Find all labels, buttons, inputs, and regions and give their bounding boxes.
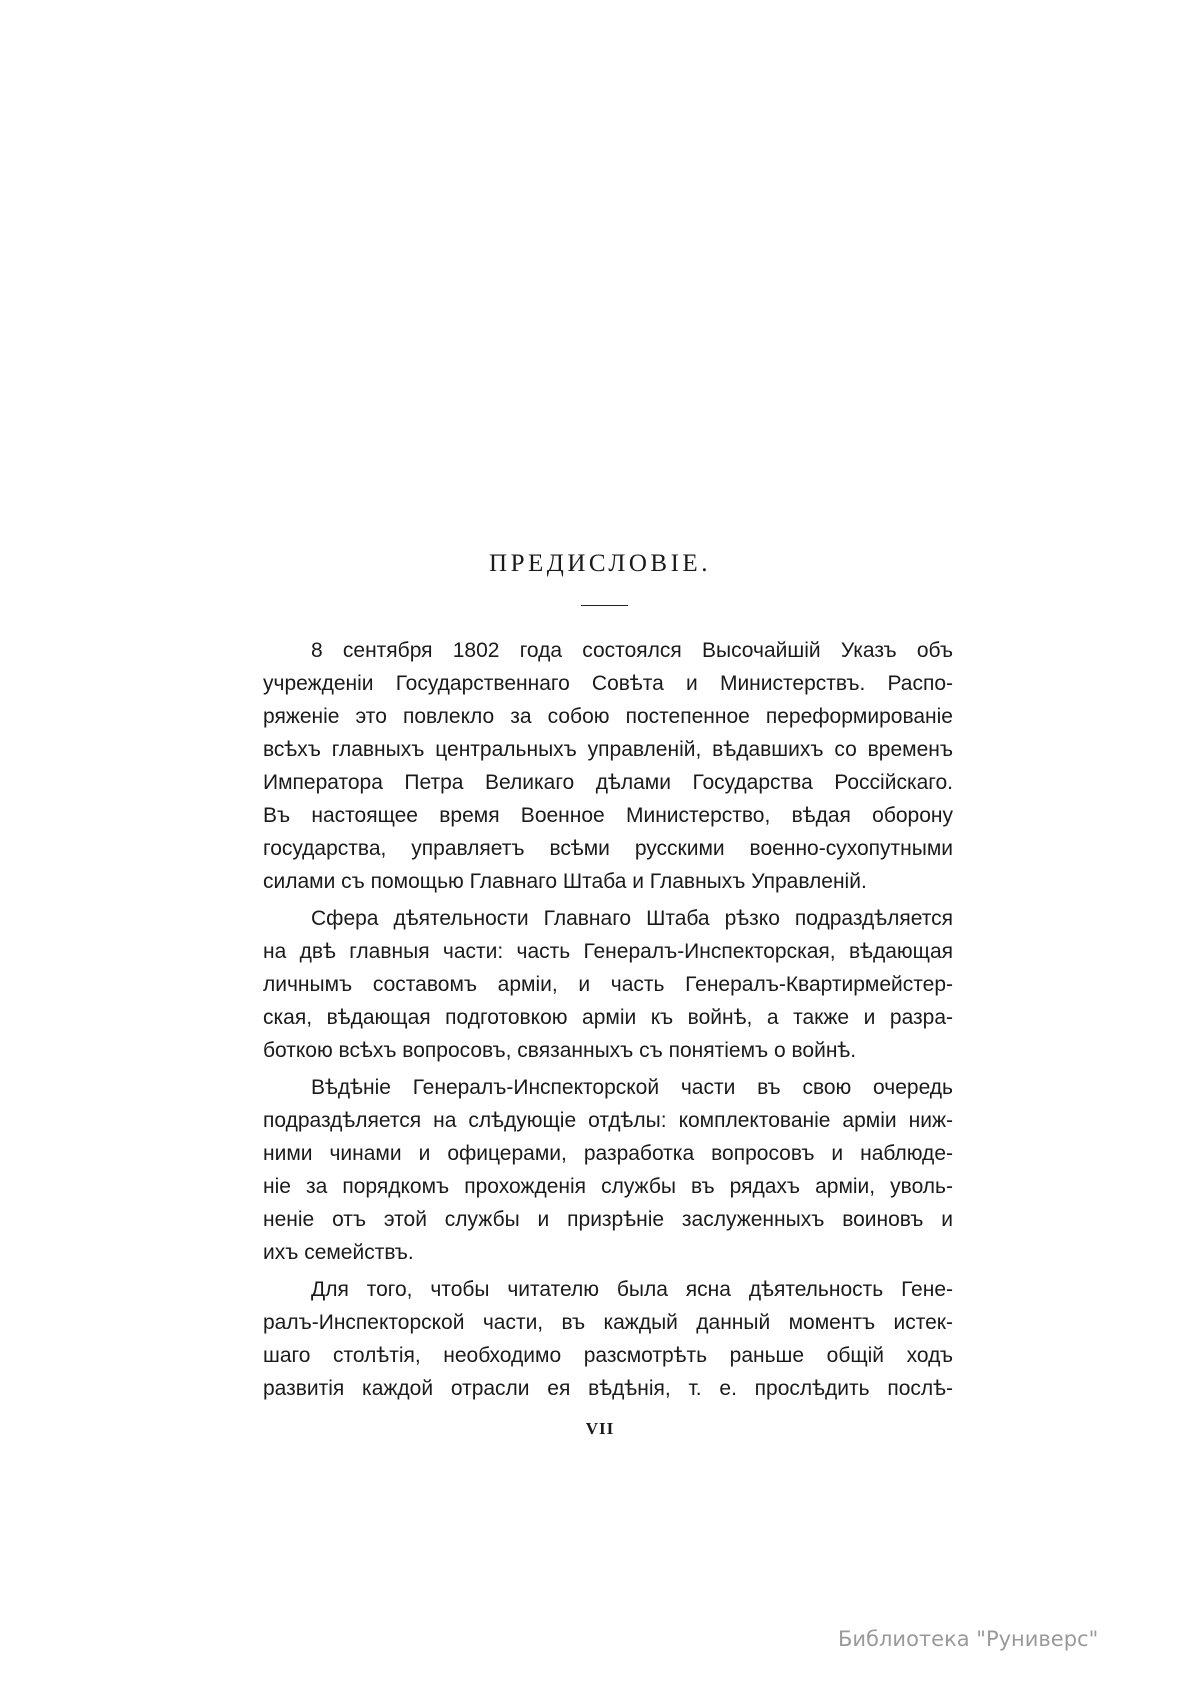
paragraph [263,1273,953,1405]
text-line: подраздѣляется на слѣдующіе отдѣлы: комплектованіе арміи ниж- [263,1109,953,1132]
preface-text [263,634,953,1405]
page-number: VII [585,1419,615,1438]
text-line: ихъ семействъ. [263,1241,414,1264]
text-line: Сфера дѣятельности Главнаго Штаба рѣзко подраздѣляется [311,907,953,930]
text-line: личнымъ составомъ арміи, и часть Генералъ-Квартирмейстер- [263,973,953,996]
text-line: государства, управляетъ всѣми русскими военно-сухопутными [263,837,953,860]
text-line: ряженіе это повлекло за собою постепенное переформированіе [263,705,953,728]
paragraph [263,1071,953,1269]
text-line: учрежденіи Государственнаго Совѣта и Министерствъ. Распо- [263,672,953,695]
text-line: на двѣ главныя части: часть Генералъ-Инспекторская, вѣдающая [263,940,953,963]
text-line: силами съ помощью Главнаго Штаба и Главныхъ Управленій. [263,870,867,893]
text-line: ская, вѣдающая подготовкою арміи къ войнѣ, а также и разра- [263,1006,953,1029]
paragraph [263,634,953,898]
text-line: ними чинами и офицерами, разработка вопросовъ и наблюде- [263,1142,953,1165]
paragraph [263,902,953,1067]
text-line: развитія каждой отрасли ея вѣдѣнія, т. е. прослѣдить послѣ- [263,1377,953,1400]
text-line: Для того, чтобы читателю была ясна дѣятельность Гене- [311,1278,953,1301]
text-line: ніе за порядкомъ прохожденія службы въ рядахъ арміи, уволь- [263,1175,953,1198]
text-line: 8 сентября 1802 года состоялся Высочайшій Указъ объ [311,639,953,662]
text-line: Вѣдѣніе Генералъ-Инспекторской части въ свою очередь [311,1076,953,1099]
text-line: Въ настоящее время Военное Министерство, вѣдая оборону [263,804,953,827]
text-line: всѣхъ главныхъ центральныхъ управленій, вѣдавшихъ со временъ [263,738,953,761]
text-line: Императора Петра Великаго дѣлами Государства Россійскаго. [263,771,953,794]
text-line: боткою всѣхъ вопросовъ, связанныхъ съ понятіемъ о войнѣ. [263,1039,857,1062]
heading-rule [581,605,628,606]
library-watermark: Библиотека "Руниверс" [838,1627,1099,1651]
page-heading: ПРЕДИСЛОВІЕ. [489,550,711,577]
text-line: ралъ-Инспекторской части, въ каждый данный моментъ истек- [263,1311,953,1334]
text-line: шаго столѣтія, необходимо разсмотрѣть раньше общій ходъ [263,1344,953,1367]
text-line: неніе отъ этой службы и призрѣніе заслуженныхъ воиновъ и [263,1208,953,1231]
